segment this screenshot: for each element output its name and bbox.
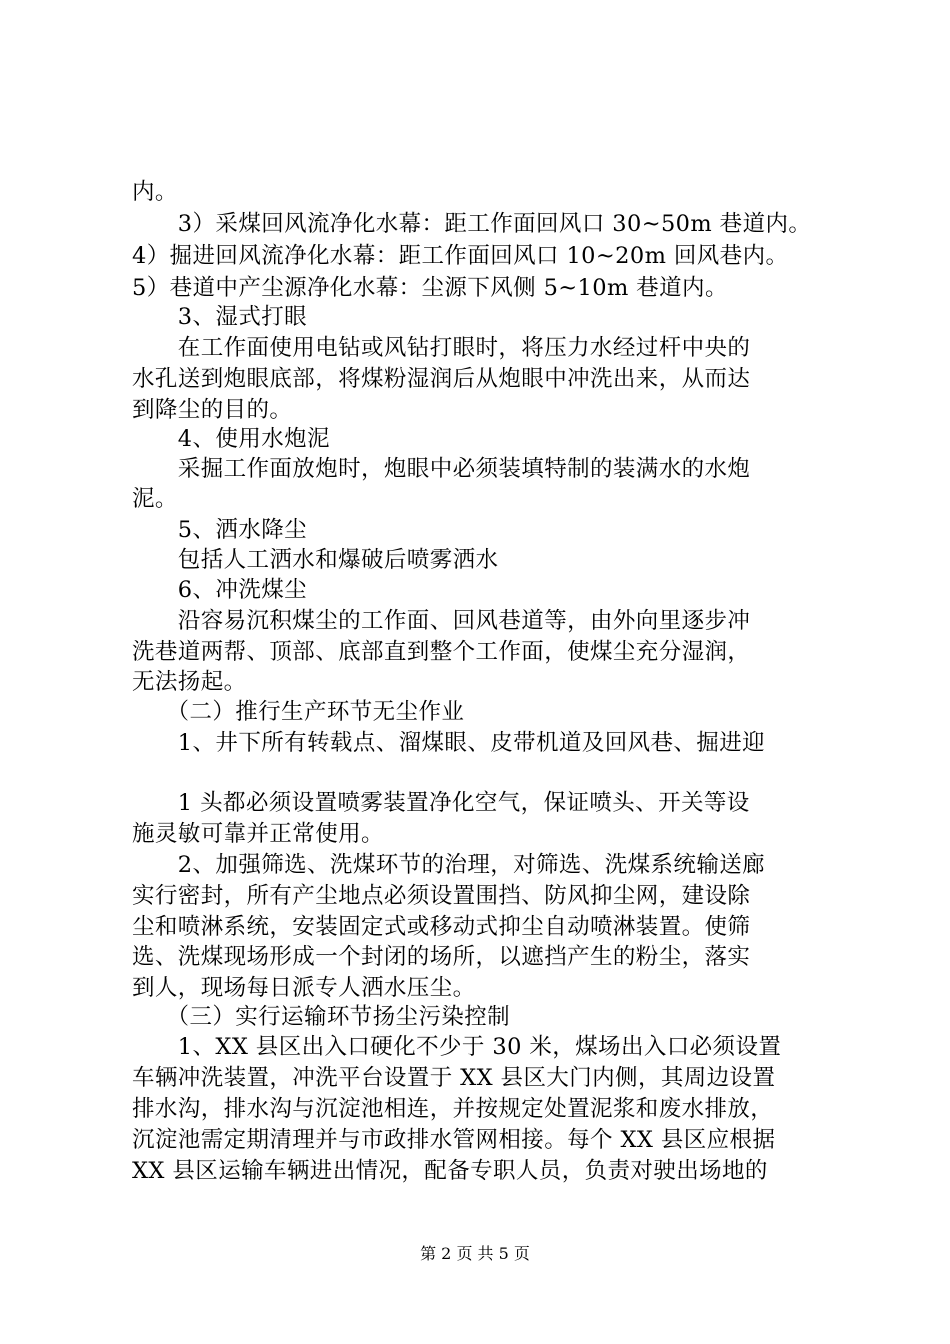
text-line: 5）巷道中产尘源净化水幕：尘源下风侧 5~10m 巷道内。 xyxy=(132,275,728,301)
text-line: 1 头都必须设置喷雾装置净化空气，保证喷头、开关等设 xyxy=(132,790,750,816)
text-line: 水孔送到炮眼底部，将煤粉湿润后从炮眼中冲洗出来，从而达 xyxy=(132,366,751,392)
text-line: 在工作面使用电钻或风钻打眼时，将压力水经过杆中央的 xyxy=(132,335,751,361)
section-heading: 3、湿式打眼 xyxy=(132,304,308,330)
text-line: 4）掘进回风流净化水幕：距工作面回风口 10~20m 回风巷内。 xyxy=(132,243,789,269)
text-line: 泥。 xyxy=(132,486,178,512)
text-line: 内。 xyxy=(132,179,178,205)
text-line: 包括人工洒水和爆破后喷雾洒水 xyxy=(132,547,499,573)
text-line: 选、洗煤现场形成一个封闭的场所，以遮挡产生的粉尘，落实 xyxy=(132,944,751,970)
section-heading: 5、洒水降尘 xyxy=(132,517,308,543)
text-line: 施灵敏可靠并正常使用。 xyxy=(132,821,384,847)
text-line: 尘和喷淋系统，安装固定式或移动式抑尘自动喷淋装置。使筛 xyxy=(132,914,751,940)
section-heading: 4、使用水炮泥 xyxy=(132,426,330,452)
text-line: 沉淀池需定期清理并与市政排水管网相接。每个 XX 县区应根据 xyxy=(132,1127,776,1153)
text-line: 洗巷道两帮、顶部、底部直到整个工作面，使煤尘充分湿润， xyxy=(132,639,751,665)
page-number-footer: 第 2 页 共 5 页 xyxy=(420,1244,530,1263)
text-line: 采掘工作面放炮时，炮眼中必须装填特制的装满水的水炮 xyxy=(132,456,751,482)
text-line: 到人，现场每日派专人洒水压尘。 xyxy=(132,975,476,1001)
text-line: 1、XX 县区出入口硬化不少于 30 米，煤场出入口必须设置 xyxy=(132,1034,782,1060)
text-line: 沿容易沉积煤尘的工作面、回风巷道等，由外向里逐步冲 xyxy=(132,608,751,634)
text-line: 3）采煤回风流净化水幕：距工作面回风口 30~50m 巷道内。 xyxy=(132,211,812,237)
text-line: 1、井下所有转载点、溜煤眼、皮带机道及回风巷、掘进迎 xyxy=(132,730,766,756)
section-heading: 6、冲洗煤尘 xyxy=(132,577,308,603)
text-line: 2、加强筛选、洗煤环节的治理，对筛选、洗煤系统输送廊 xyxy=(132,852,766,878)
text-line: XX 县区运输车辆进出情况，配备专职人员，负责对驶出场地的 xyxy=(132,1158,768,1184)
text-line: 排水沟，排水沟与沉淀池相连，并按规定处置泥浆和废水排放， xyxy=(132,1096,774,1122)
section-heading: （二）推行生产环节无尘作业 xyxy=(132,699,465,725)
text-line: 无法扬起。 xyxy=(132,669,247,695)
section-heading: （三）实行运输环节扬尘污染控制 xyxy=(132,1004,511,1030)
text-line: 车辆冲洗装置，冲洗平台设置于 XX 县区大门内侧，其周边设置 xyxy=(132,1065,776,1091)
text-line: 实行密封，所有产尘地点必须设置围挡、防风抑尘网，建设除 xyxy=(132,883,751,909)
text-line: 到降尘的目的。 xyxy=(132,397,293,423)
